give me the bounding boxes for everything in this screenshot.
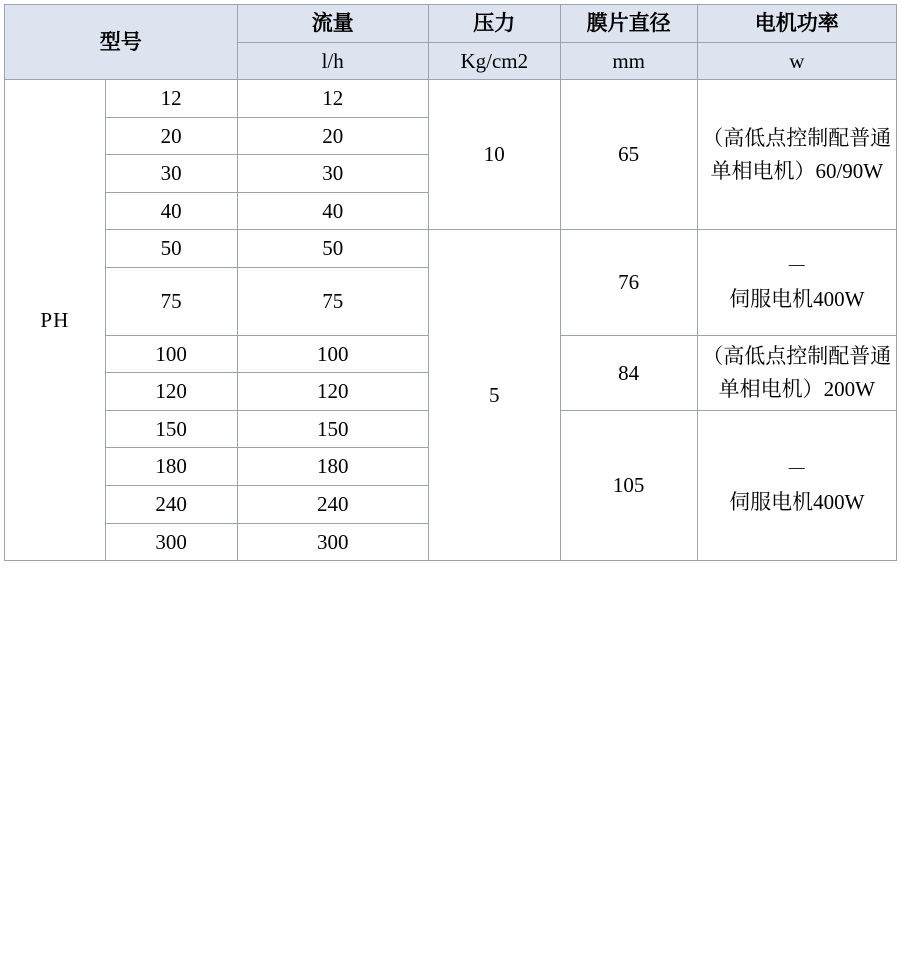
header-model: 型号 [5, 5, 238, 80]
model-code-cell: 12 [105, 80, 237, 118]
model-code-cell: 30 [105, 155, 237, 193]
table-row [5, 80, 897, 118]
motor-power-cell: （高低点控制配普通单相电机）200W [697, 335, 896, 410]
header-motor-power: 电机功率 [697, 5, 896, 43]
specification-table [4, 4, 897, 561]
model-code-cell: 150 [105, 410, 237, 448]
model-code-cell: 120 [105, 373, 237, 411]
model-code-cell: 50 [105, 230, 237, 268]
diaphragm-cell: 76 [560, 230, 697, 336]
motor-power-cell [697, 230, 896, 336]
unit-motor-power: w [697, 42, 896, 80]
flow-cell: 75 [237, 267, 428, 335]
pressure-cell: 5 [428, 230, 560, 561]
model-code-cell: 20 [105, 117, 237, 155]
motor-power-line-2: 伺服电机400W [729, 489, 865, 514]
flow-cell: 120 [237, 373, 428, 411]
header-pressure: 压力 [428, 5, 560, 43]
model-code-cell: 180 [105, 448, 237, 486]
flow-cell: 30 [237, 155, 428, 193]
model-code-cell: 75 [105, 267, 237, 335]
model-code-cell: 240 [105, 486, 237, 524]
model-prefix-cell: PH [5, 80, 106, 561]
table-row [5, 230, 897, 268]
unit-pressure: Kg/cm2 [428, 42, 560, 80]
diaphragm-cell: 65 [560, 80, 697, 230]
pressure-cell: 10 [428, 80, 560, 230]
flow-cell: 100 [237, 335, 428, 373]
motor-power-line-1: － [786, 254, 808, 278]
motor-power-line-1: － [786, 456, 808, 481]
motor-power-line-2: 伺服电机400W [729, 286, 865, 311]
flow-cell: 240 [237, 486, 428, 524]
flow-cell: 20 [237, 117, 428, 155]
motor-power-cell: （高低点控制配普通单相电机）60/90W [697, 80, 896, 230]
model-code-cell: 100 [105, 335, 237, 373]
unit-diaphragm: mm [560, 42, 697, 80]
header-diaphragm: 膜片直径 [560, 5, 697, 43]
flow-cell: 300 [237, 523, 428, 561]
table-header-row-1 [5, 5, 897, 43]
diaphragm-cell: 105 [560, 410, 697, 560]
flow-cell: 12 [237, 80, 428, 118]
flow-cell: 40 [237, 192, 428, 230]
model-code-cell: 300 [105, 523, 237, 561]
unit-flow: l/h [237, 42, 428, 80]
flow-cell: 150 [237, 410, 428, 448]
flow-cell: 50 [237, 230, 428, 268]
header-flow: 流量 [237, 5, 428, 43]
flow-cell: 180 [237, 448, 428, 486]
motor-power-cell [697, 410, 896, 560]
model-code-cell: 40 [105, 192, 237, 230]
diaphragm-cell: 84 [560, 335, 697, 410]
